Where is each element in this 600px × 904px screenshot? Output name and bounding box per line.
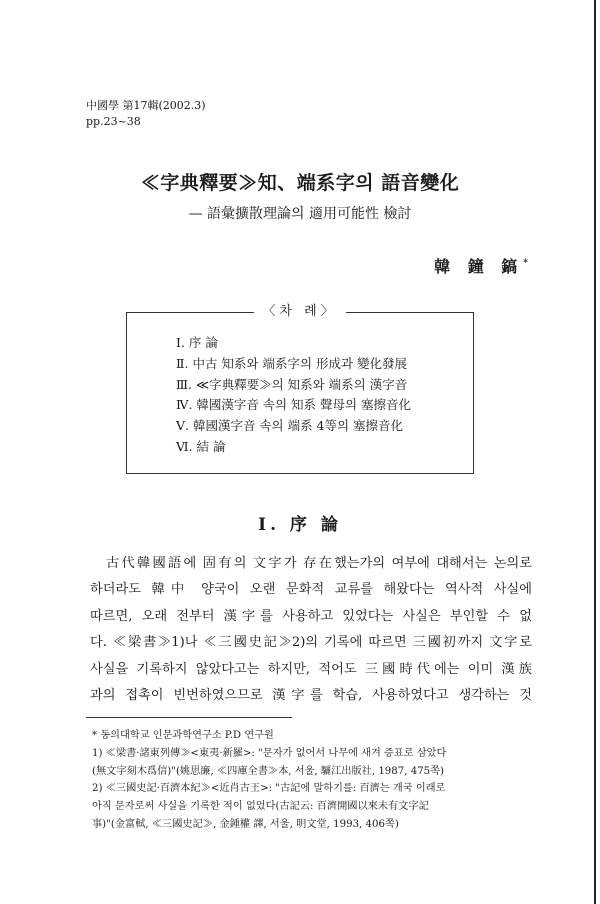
section-heading: Ⅰ. 序 論 (258, 515, 342, 535)
toc-item: Ⅴ. 韓國漢字音 속의 端系 4等의 塞擦音化 (176, 418, 404, 434)
author-footnote-mark: * (523, 258, 528, 269)
paper-subtitle: — 語彙擴散理論의 適用可能性 檢討 (188, 206, 412, 222)
page-edge (594, 0, 596, 904)
paper-title: ≪字典釋要≫知、端系字의 語音變化 (140, 172, 460, 194)
journal-citation: 中國學 第17輯(2002.3) (86, 99, 206, 112)
body-paragraph (90, 551, 532, 709)
author (434, 254, 528, 277)
footnote-affiliation: * 동의대학교 인문과학연구소 P.D 연구원 (92, 730, 274, 741)
body-line: 다. ≪梁書≫1)나 ≪三國史記≫2)의 기록에 따르면 三國初까지 文字로 (90, 635, 532, 651)
toc-item: Ⅳ. 韓國漢字音 속의 知系 聲母의 塞擦音化 (176, 397, 412, 413)
footnote-2-continued: 아직 문자로써 사실을 기록한 적이 없었다(古記云: 百濟開國以來未有文字記 (92, 801, 429, 813)
toc-item: Ⅵ. 結 論 (176, 438, 226, 454)
journal-header (86, 98, 206, 130)
body-line: 하더라도 韓中 양국이 오랜 문화적 교류를 해왔다는 역사적 사실에 (90, 582, 532, 598)
footnote-2: 2) ≪三國史記·百濟本紀≫<近肖古王>: "古記에 말하기를: 百濟는 개국 이래로 (92, 783, 446, 795)
toc-item: Ⅲ. ≪字典釋要≫의 知系와 端系의 漢字音 (176, 376, 408, 392)
footnotes (92, 727, 538, 834)
footnote-divider (86, 717, 292, 718)
page-range: pp.23~38 (86, 115, 141, 128)
body-line: 따르면, 오래 전부터 漢字를 사용하고 있었다는 사실은 부인할 수 없 (90, 608, 532, 624)
toc-list (176, 333, 411, 458)
toc-heading-label: 〈차 례〉 (254, 304, 345, 319)
footnote-1-continued: (無文字刻木爲信)"(姚思廉, ≪四庫全書≫本, 서울, 驪江出版社, 1987, 475쪽) (92, 765, 444, 777)
toc-item: Ⅰ. 序 論 (176, 335, 218, 350)
body-line: 사실을 기록하지 않았다고는 하지만, 적어도 三國時代에는 이미 漢族 (90, 661, 532, 677)
toc-item: Ⅱ. 中古 知系와 端系字의 形成과 變化發展 (176, 355, 408, 371)
toc-heading (0, 300, 600, 319)
body-line: 古代韓國語에 固有의 文字가 存在했는가의 여부에 대해서는 논의로 (106, 556, 532, 571)
body-line: 과의 접촉이 빈번하였으므로 漢字를 학습, 사용하였다고 생각하는 것 (90, 688, 532, 704)
footnote-1: 1) ≪梁書·諸東列傳≫<東夷·新羅>: "문자가 없어서 나무에 새겨 증표로 삼았다 (92, 747, 447, 759)
author-name: 韓 鐘 鎬 (434, 257, 524, 276)
footnote-2-continued: 事)"(金富軾, ≪三國史記≫, 金鍾權 譯, 서울, 明文堂, 1993, 406쪽) (92, 818, 399, 830)
